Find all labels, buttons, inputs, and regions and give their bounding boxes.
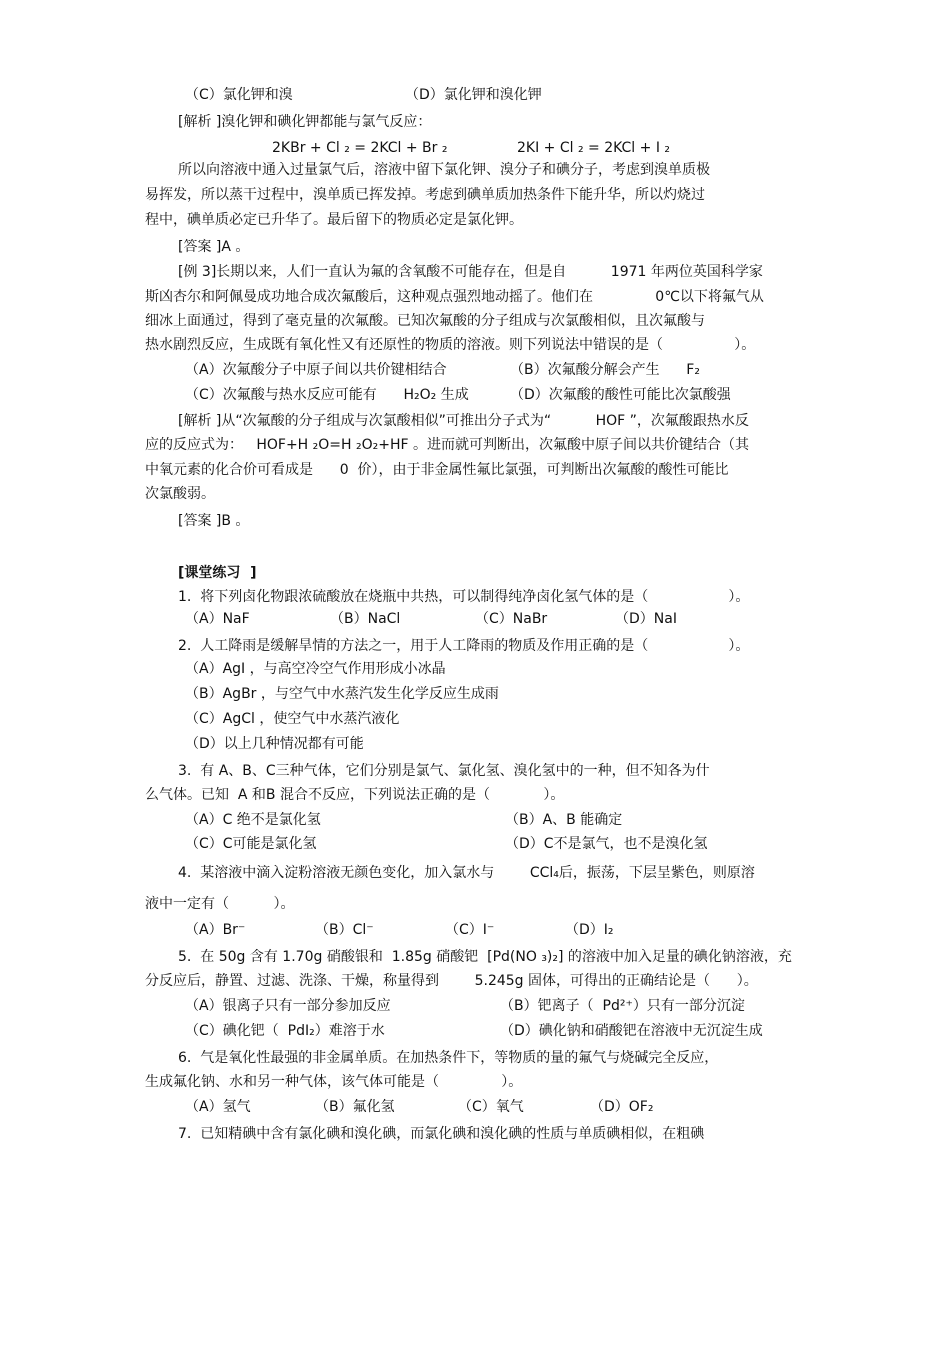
question-5-line: 5. 在 50g 含有 1.70g 硝酸银和 1.85g 硝酸钯 [Pd(NO ₃)₂] 的溶液中加入足量的碘化钠溶液，充: [178, 949, 792, 965]
question-7-line: 7. 已知精碘中含有氯化碘和溴化碘，而氯化碘和溴化碘的性质与单质碘相似，在粗碘: [178, 1126, 705, 1142]
practice-section-title: [课堂练习 ]: [178, 565, 257, 581]
question-6-option-a: （A）氢气: [185, 1099, 251, 1115]
example3-option-a: （A）次氟酸分子中原子间以共价键相结合: [185, 362, 447, 378]
question-3-option-c: （C）C可能是氯化氢: [185, 836, 317, 852]
question-1-option-a: （A）NaF: [185, 611, 250, 627]
example3-analysis-line: 应的反应式为： HOF+H ₂O=H ₂O₂+HF 。进而就可判断出，次氟酸中原子间以共价键结合（其: [145, 437, 750, 453]
question-5-option-c: （C）碘化钯（ PdI₂）难溶于水: [185, 1023, 385, 1039]
example2-equation-1: 2KBr + Cl ₂ = 2KCl + Br ₂: [272, 140, 448, 156]
question-1-option-b: （B）NaCl: [330, 611, 401, 627]
question-6-line: 6. 气是氧化性最强的非金属单质。在加热条件下，等物质的量的氟气与烧碱完全反应，: [178, 1050, 719, 1066]
question-4-option-d: （D）I₂: [565, 922, 614, 938]
question-6-option-d: （D）OF₂: [590, 1099, 654, 1115]
question-2-option-c: （C）AgCl ，使空气中水蒸汽液化: [185, 711, 400, 727]
example2-analysis: [解析 ]溴化钾和碘化钾都能与氯气反应：: [178, 114, 432, 130]
question-2-option-d: （D）以上几种情况都有可能: [185, 736, 364, 752]
example3-option-d: （D）次氟酸的酸性可能比次氯酸强: [510, 387, 731, 403]
question-4-option-c: （C）I⁻: [445, 922, 495, 938]
example2-paragraph-line: 易挥发，所以蒸干过程中，溴单质已挥发掉。考虑到碘单质加热条件下能升华，所以灼烧过: [145, 187, 705, 203]
question-3-option-d: （D）C不是氯气，也不是溴化氢: [505, 836, 708, 852]
example2-equation-2: 2KI + Cl ₂ = 2KCl + I ₂: [517, 140, 671, 156]
example3-question-line: 斯凶杏尔和阿佩曼成功地合成次氟酸后，这种观点强烈地动摇了。他们在 0℃以下将氟气从: [145, 289, 764, 305]
question-4-option-b: （B）Cl⁻: [315, 922, 374, 938]
question-5-line: 分反应后，静置、过滤、洗涤、干燥，称量得到 5.245g 固体，可得出的正确结论是（ ）。: [145, 973, 758, 989]
question-2-option-b: （B）AgBr ，与空气中水蒸汽发生化学反应生成雨: [185, 686, 499, 702]
question-4-option-a: （A）Br⁻: [185, 922, 246, 938]
example3-analysis-line: 次氯酸弱。: [145, 486, 215, 502]
option-d-previous: （D）氯化钾和溴化钾: [405, 87, 542, 103]
question-5-option-b: （B）钯离子（ Pd²⁺）只有一部分沉淀: [500, 998, 745, 1014]
question-1-option-c: （C）NaBr: [475, 611, 548, 627]
question-6-line: 生成氟化钠、水和另一种气体，该气体可能是（ ）。: [145, 1074, 523, 1090]
example3-answer: [答案 ]B 。: [178, 513, 250, 529]
question-1-option-d: （D）NaI: [615, 611, 677, 627]
question-3-line: 3. 有 A、B、C三种气体，它们分别是氯气、氯化氢、溴化氢中的一种，但不知各为什: [178, 763, 710, 779]
question-4-line: 液中一定有（ ）。: [145, 896, 295, 912]
question-3-option-a: （A）C 绝不是氯化氢: [185, 812, 321, 828]
question-6-option-c: （C）氧气: [458, 1099, 524, 1115]
example2-answer: [答案 ]A 。: [178, 239, 250, 255]
example3-analysis-line: 中氧元素的化合价可看成是 0 价），由于非金属性氟比氯强，可判断出次氟酸的酸性可能比: [145, 462, 729, 478]
question-2-option-a: （A）AgI ，与高空冷空气作用形成小冰晶: [185, 661, 446, 677]
example3-question-line: [例 3]长期以来，人们一直认为氟的含氧酸不可能存在，但是自 1971 年两位英国科学家: [178, 264, 763, 280]
example3-question-line: 细冰上面通过，得到了毫克量的次氟酸。已知次氟酸的分子组成与次氯酸相似，且次氟酸与: [145, 313, 705, 329]
example2-paragraph-line: 程中，碘单质必定已升华了。最后留下的物质必定是氯化钾。: [145, 212, 523, 228]
example2-paragraph-line: 所以向溶液中通入过量氯气后，溶液中留下氯化钾、溴分子和碘分子，考虑到溴单质极: [178, 162, 710, 178]
example3-option-b: （B）次氟酸分解会产生 F₂: [510, 362, 700, 378]
question-6-option-b: （B）氟化氢: [315, 1099, 395, 1115]
question-1: 1. 将下列卤化物跟浓硫酸放在烧瓶中共热，可以制得纯净卤化氢气体的是（ ）。: [178, 589, 750, 605]
question-5-option-d: （D）碘化钠和硝酸钯在溶液中无沉淀生成: [500, 1023, 763, 1039]
example3-question-line: 热水剧烈反应，生成既有氧化性又有还原性的物质的溶液。则下列说法中错误的是（ ）。: [145, 337, 756, 353]
question-4-line: 4. 某溶液中滴入淀粉溶液无颜色变化，加入氯水与 CCl₄后，振荡，下层呈紫色，则原溶: [178, 865, 755, 881]
question-5-option-a: （A）银离子只有一部分参加反应: [185, 998, 391, 1014]
example3-option-c: （C）次氟酸与热水反应可能有 H₂O₂ 生成: [185, 387, 469, 403]
question-3-option-b: （B）A、B 能确定: [505, 812, 623, 828]
question-2: 2. 人工降雨是缓解旱情的方法之一，用于人工降雨的物质及作用正确的是（ ）。: [178, 638, 750, 654]
question-3-line: 么气体。已知 A 和B 混合不反应，下列说法正确的是（ ）。: [145, 787, 565, 803]
example3-analysis-line: [解析 ]从“次氟酸的分子组成与次氯酸相似”可推出分子式为“ HOF ”，次氟酸跟热水反: [178, 413, 749, 429]
option-c-previous: （C）氯化钾和溴: [185, 87, 293, 103]
